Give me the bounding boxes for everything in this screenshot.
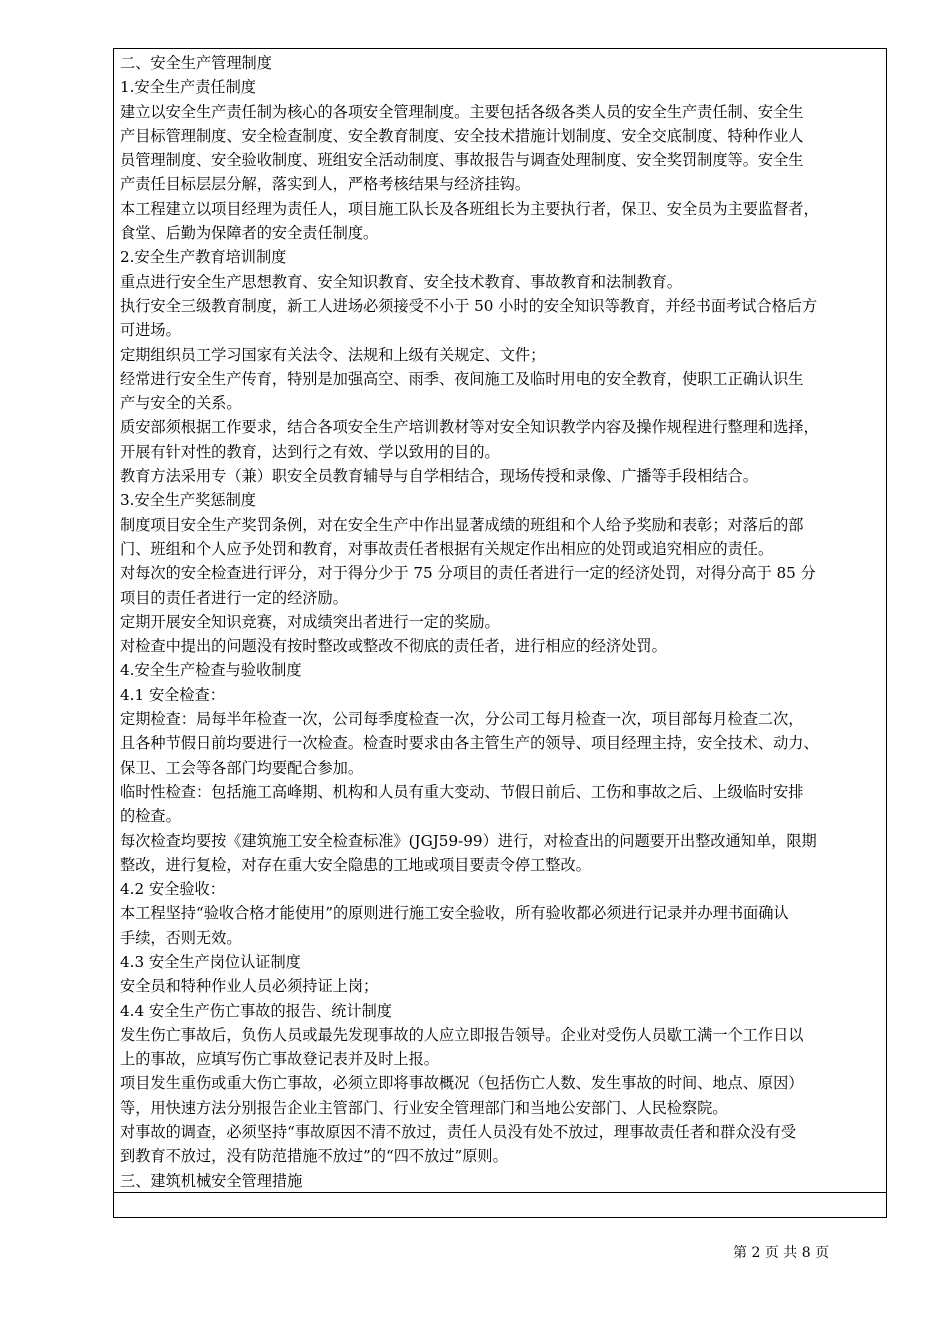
text-line: 到教育不放过，没有防范措施不放过”的“四不放过”原则。 — [120, 1147, 508, 1166]
text-line: 的检查。 — [120, 807, 181, 826]
text-line: 教育方法采用专（兼）职安全员教育辅导与自学相结合，现场传授和录像、广播等手段相结合。 — [120, 467, 758, 486]
text-line: 临时性检查：包括施工高峰期、机构和人员有重大变动、节假日前后、工伤和事故之后、上级临时安排 — [120, 782, 804, 801]
text-line: 4.1 安全检查： — [120, 685, 225, 704]
text-line: 定期开展安全知识竞赛，对成绩突出者进行一定的奖励。 — [120, 612, 500, 631]
text-line: 手续，否则无效。 — [120, 928, 242, 947]
text-line: 二、安全生产管理制度 — [120, 54, 272, 72]
text-line: 质安部须根据工作要求，结合各项安全生产培训教材等对安全知识教学内容及操作规程进行整理和选择， — [120, 418, 819, 437]
text-line: 4.2 安全验收： — [120, 880, 225, 899]
text-line: 1.安全生产责任制度 — [120, 78, 256, 97]
text-line: 4.安全生产检查与验收制度 — [120, 661, 302, 680]
text-line: 员管理制度、安全验收制度、班组安全活动制度、事故报告与调查处理制度、安全奖罚制度等。安全生 — [120, 151, 804, 170]
text-line: 对事故的调查，必须坚持“事故原因不清不放过，责任人员没有处不放过，理事故责任者和群众没有受 — [120, 1123, 797, 1142]
text-line: 可进场。 — [120, 321, 181, 340]
text-line: 4.3 安全生产岗位认证制度 — [120, 952, 301, 971]
text-line: 执行安全三级教育制度，新工人进场必须接受不小于 50 小时的安全知识等教育，并经书面考试合格后方 — [120, 296, 818, 315]
text-line: 发生伤亡事故后，负伤人员或最先发现事故的人应立即报告领导。企业对受伤人员歇工满一个工作日以 — [120, 1025, 804, 1044]
text-line: 3.安全生产奖惩制度 — [120, 491, 256, 510]
text-line: 对每次的安全检查进行评分，对于得分少于 75 分项目的责任者进行一定的经济处罚，对得分高于 85 分 — [120, 564, 816, 583]
text-line: 重点进行安全生产思想教育、安全知识教育、安全技术教育、事故教育和法制教育。 — [120, 272, 682, 291]
text-line: 定期组织员工学习国家有关法令、法规和上级有关规定、文件； — [120, 345, 546, 364]
text-line: 每次检查均要按《建筑施工安全检查标准》(JGJ59-99）进行，对检查出的问题要开出整改通知单，限期 — [120, 831, 817, 850]
text-line: 对检查中提出的问题没有按时整改或整改不彻底的责任者，进行相应的经济处罚。 — [120, 637, 667, 656]
text-line: 2.安全生产教育培训制度 — [120, 248, 287, 267]
text-line: 整改，进行复检，对存在重大安全隐患的工地或项目要责令停工整改。 — [120, 855, 591, 874]
text-line: 上的事故，应填写伤亡事故登记表并及时上报。 — [120, 1050, 439, 1069]
text-line: 本工程坚持“验收合格才能使用”的原则进行施工安全验收，所有验收都必须进行记录并办理书面确认 — [120, 904, 789, 923]
document-body — [120, 51, 890, 1193]
section-divider — [114, 1192, 886, 1193]
text-line: 门、班组和个人应予处罚和教育，对事故责任者根据有关规定作出相应的处罚或追究相应的责任。 — [120, 539, 774, 558]
text-line: 保卫、工会等各部门均要配合参加。 — [120, 758, 363, 777]
page-footer: 第 2 页 共 8 页 — [733, 1245, 830, 1261]
text-line: 三、建筑机械安全管理措施 — [120, 1171, 303, 1190]
text-line: 安全员和特种作业人员必须持证上岗； — [120, 977, 379, 996]
text-line: 4.4 安全生产伤亡事故的报告、统计制度 — [120, 1001, 392, 1020]
text-line: 定期检查：局每半年检查一次，公司每季度检查一次，分公司工每月检查一次，项目部每月检查二次， — [120, 710, 804, 729]
text-line: 且各种节假日前均要进行一次检查。检查时要求由各主管生产的领导、项目经理主持，安全技术、动力、 — [120, 734, 819, 753]
text-line: 项目发生重伤或重大伤亡事故，必须立即将事故概况（包括伤亡人数、发生事故的时间、地点、原因） — [120, 1074, 804, 1093]
text-line: 产与安全的关系。 — [120, 394, 242, 413]
text-line: 建立以安全生产责任制为核心的各项安全管理制度。主要包括各级各类人员的安全生产责任制、安全生 — [120, 102, 804, 121]
text-line: 产责任目标层层分解，落实到人，严格考核结果与经济挂钩。 — [120, 175, 531, 194]
text-line: 开展有针对性的教育，达到行之有效、学以致用的目的。 — [120, 442, 500, 461]
content-frame — [113, 48, 887, 1218]
text-line: 食堂、后勤为保障者的安全责任制度。 — [120, 224, 379, 243]
text-line: 等，用快速方法分别报告企业主管部门、行业安全管理部门和当地公安部门、人民检察院。 — [120, 1098, 728, 1117]
text-line: 制度项目安全生产奖罚条例，对在安全生产中作出显著成绩的班组和个人给予奖励和表彰；对落后的部 — [120, 515, 804, 534]
text-line: 产目标管理制度、安全检查制度、安全教育制度、安全技术措施计划制度、安全交底制度、特种作业人 — [120, 126, 804, 145]
text-line: 本工程建立以项目经理为责任人，项目施工队长及各班组长为主要执行者，保卫、安全员为主要监督者， — [120, 199, 819, 218]
text-line: 项目的责任者进行一定的经济励。 — [120, 588, 348, 607]
text-line: 经常进行安全生产传育，特别是加强高空、雨季、夜间施工及临时用电的安全教育，使职工正确认识生 — [120, 369, 804, 388]
